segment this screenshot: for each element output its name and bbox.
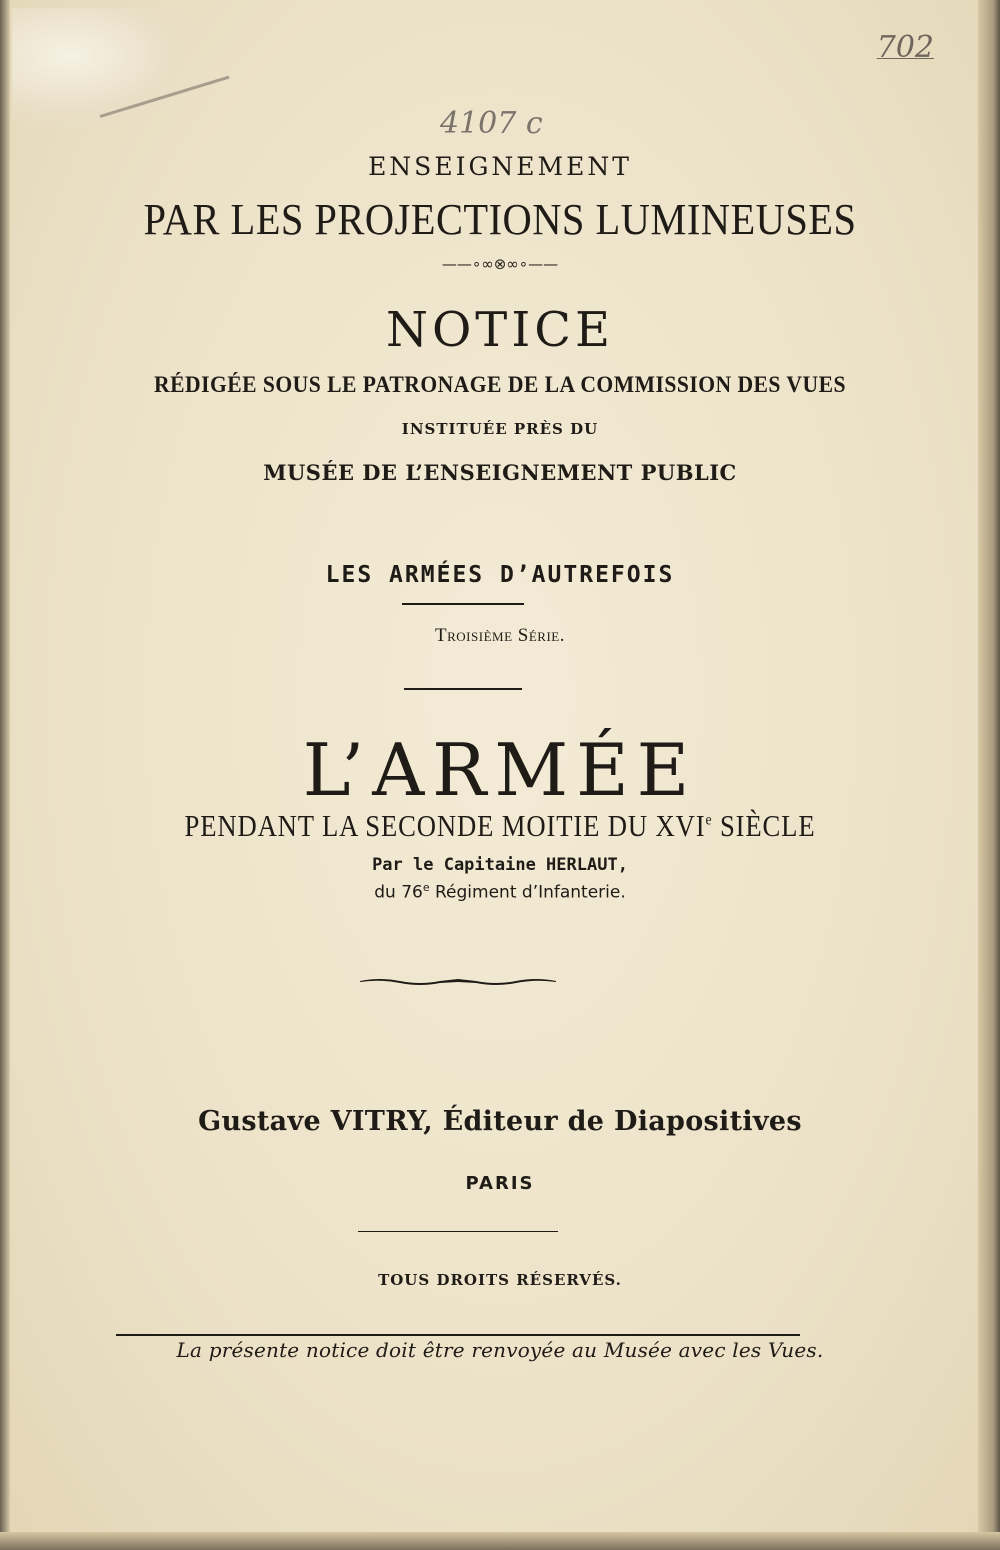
notice-title: NOTICE	[385, 302, 615, 358]
handwritten-call-number: 4107 c	[440, 106, 543, 141]
ornament-flourish-icon	[360, 976, 556, 986]
notice-subtitle: RÉDIGÉE SOUS LE PATRONAGE DE LA COMMISSION DES VUES	[154, 372, 846, 397]
page-edge-bottom	[0, 1532, 1000, 1550]
divider-rule	[358, 1231, 558, 1232]
work-subtitle	[70, 808, 930, 844]
rights-notice: TOUS DROITS RÉSERVÉS.	[378, 1271, 622, 1289]
publisher-name: Gustave VITRY, Éditeur de Diapositives	[198, 1106, 802, 1137]
handwritten-corner-number: 702	[876, 30, 934, 65]
header-line-2: PAR LES PROJECTIONS LUMINEUSES	[143, 195, 857, 244]
work-subtitle-main: PENDANT LA SECONDE MOITIE DU XVI	[184, 808, 706, 843]
regiment-sup: e	[422, 881, 430, 894]
publisher-city: PARIS	[465, 1173, 535, 1194]
collection-title: LES ARMÉES D’AUTREFOIS	[325, 562, 675, 588]
regiment-post: Régiment d’Infanterie.	[429, 882, 626, 903]
notice-instituted: INSTITUÉE PRÈS DU	[401, 420, 599, 438]
series-number: Troisième Série.	[435, 625, 565, 646]
work-subtitle-sup: e	[705, 811, 713, 829]
divider-rule	[402, 603, 524, 605]
museum-name: MUSÉE DE L’ENSEIGNEMENT PUBLIC	[263, 460, 737, 485]
author-line: Par le Capitaine HERLAUT,	[372, 855, 628, 875]
header-line-1: ENSEIGNEMENT	[368, 152, 632, 181]
footer-rule	[116, 1334, 800, 1336]
work-subtitle-end: SIÈCLE	[712, 808, 816, 843]
regiment-pre: du 76	[374, 882, 423, 903]
regiment-line	[0, 881, 1000, 903]
torn-corner	[12, 8, 202, 128]
ornament-divider-icon: ——∘∞⊗∞∘——	[441, 255, 559, 273]
footer-note: La présente notice doit être renvoyée au Musée avec les Vues.	[176, 1338, 824, 1362]
work-title: L’ARMÉE	[302, 728, 698, 812]
divider-rule	[404, 688, 522, 690]
